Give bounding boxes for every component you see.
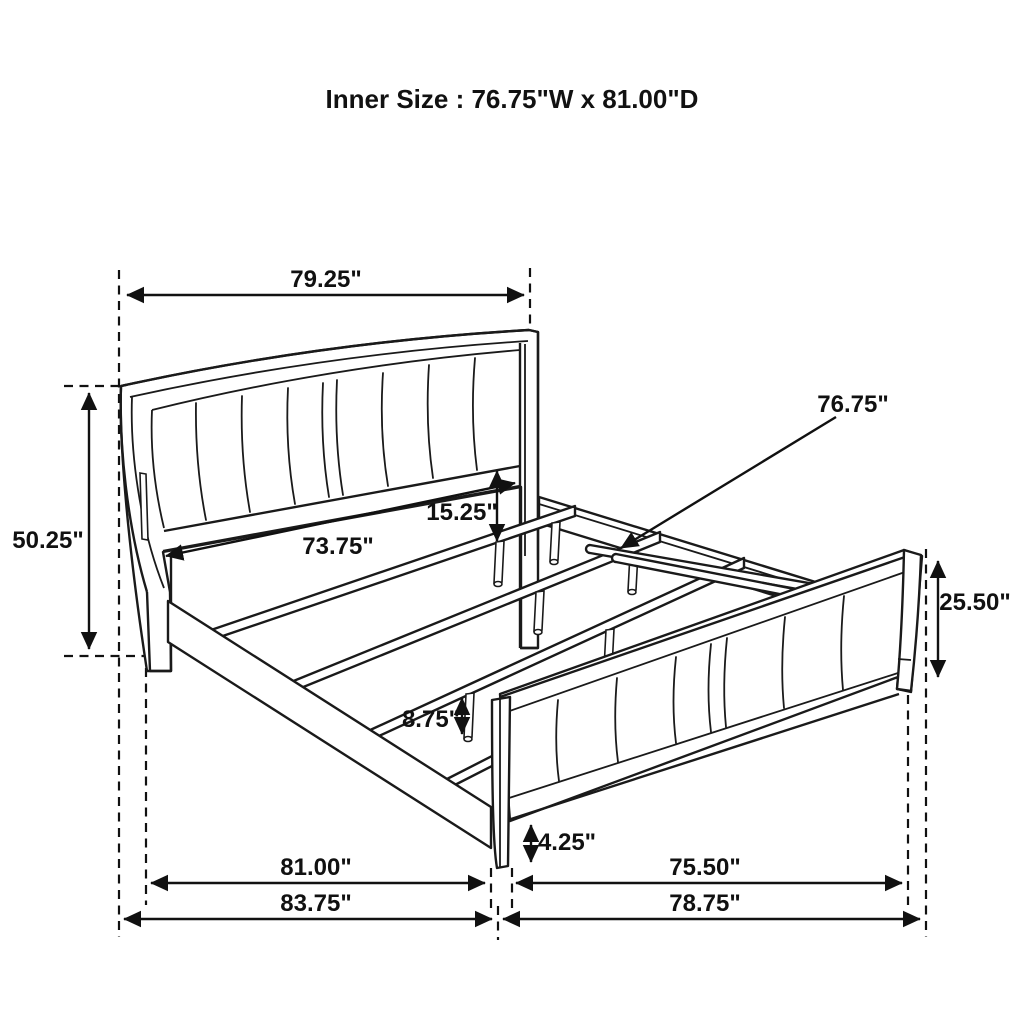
dim-headboard-panel-height-label: 15.25" — [426, 499, 498, 526]
footboard — [492, 550, 922, 868]
dim-footboard-overall-width-label: 78.75" — [669, 890, 741, 917]
slat-leg-foot — [534, 630, 542, 635]
slat-leg-foot — [464, 737, 472, 742]
dim-slat-width-leader — [621, 417, 836, 548]
footboard-far-foot-notch — [898, 659, 911, 660]
dim-headboard-height-label: 50.25" — [12, 527, 84, 554]
slat-leg — [550, 522, 560, 561]
dim-footboard-clearance-label: 4.25" — [537, 829, 597, 856]
slat-leg — [494, 541, 504, 583]
slat-leg-foot — [494, 582, 502, 587]
rail-hook-slot — [140, 473, 148, 540]
slat-leg — [534, 591, 544, 631]
dim-side-rail-inner-length-label: 81.00" — [280, 854, 352, 881]
dim-footboard-inner-width-label: 75.50" — [669, 854, 741, 881]
dim-slat-support-height-label: 8.75" — [401, 706, 461, 733]
slat-leg-foot — [550, 560, 558, 565]
footboard-near-leg — [492, 697, 510, 868]
dim-headboard-inner-width-label: 73.75" — [302, 533, 374, 560]
dim-footboard-height-label: 25.50" — [939, 589, 1011, 616]
dim-slat-width-label: 76.75" — [817, 391, 889, 418]
slat-leg — [464, 693, 474, 738]
dim-headboard-width-label: 79.25" — [290, 266, 362, 293]
dim-overall-length-label: 83.75" — [280, 890, 352, 917]
slat-leg-foot — [628, 590, 636, 595]
page-title: Inner Size : 76.75"W x 81.00"D — [325, 84, 699, 114]
